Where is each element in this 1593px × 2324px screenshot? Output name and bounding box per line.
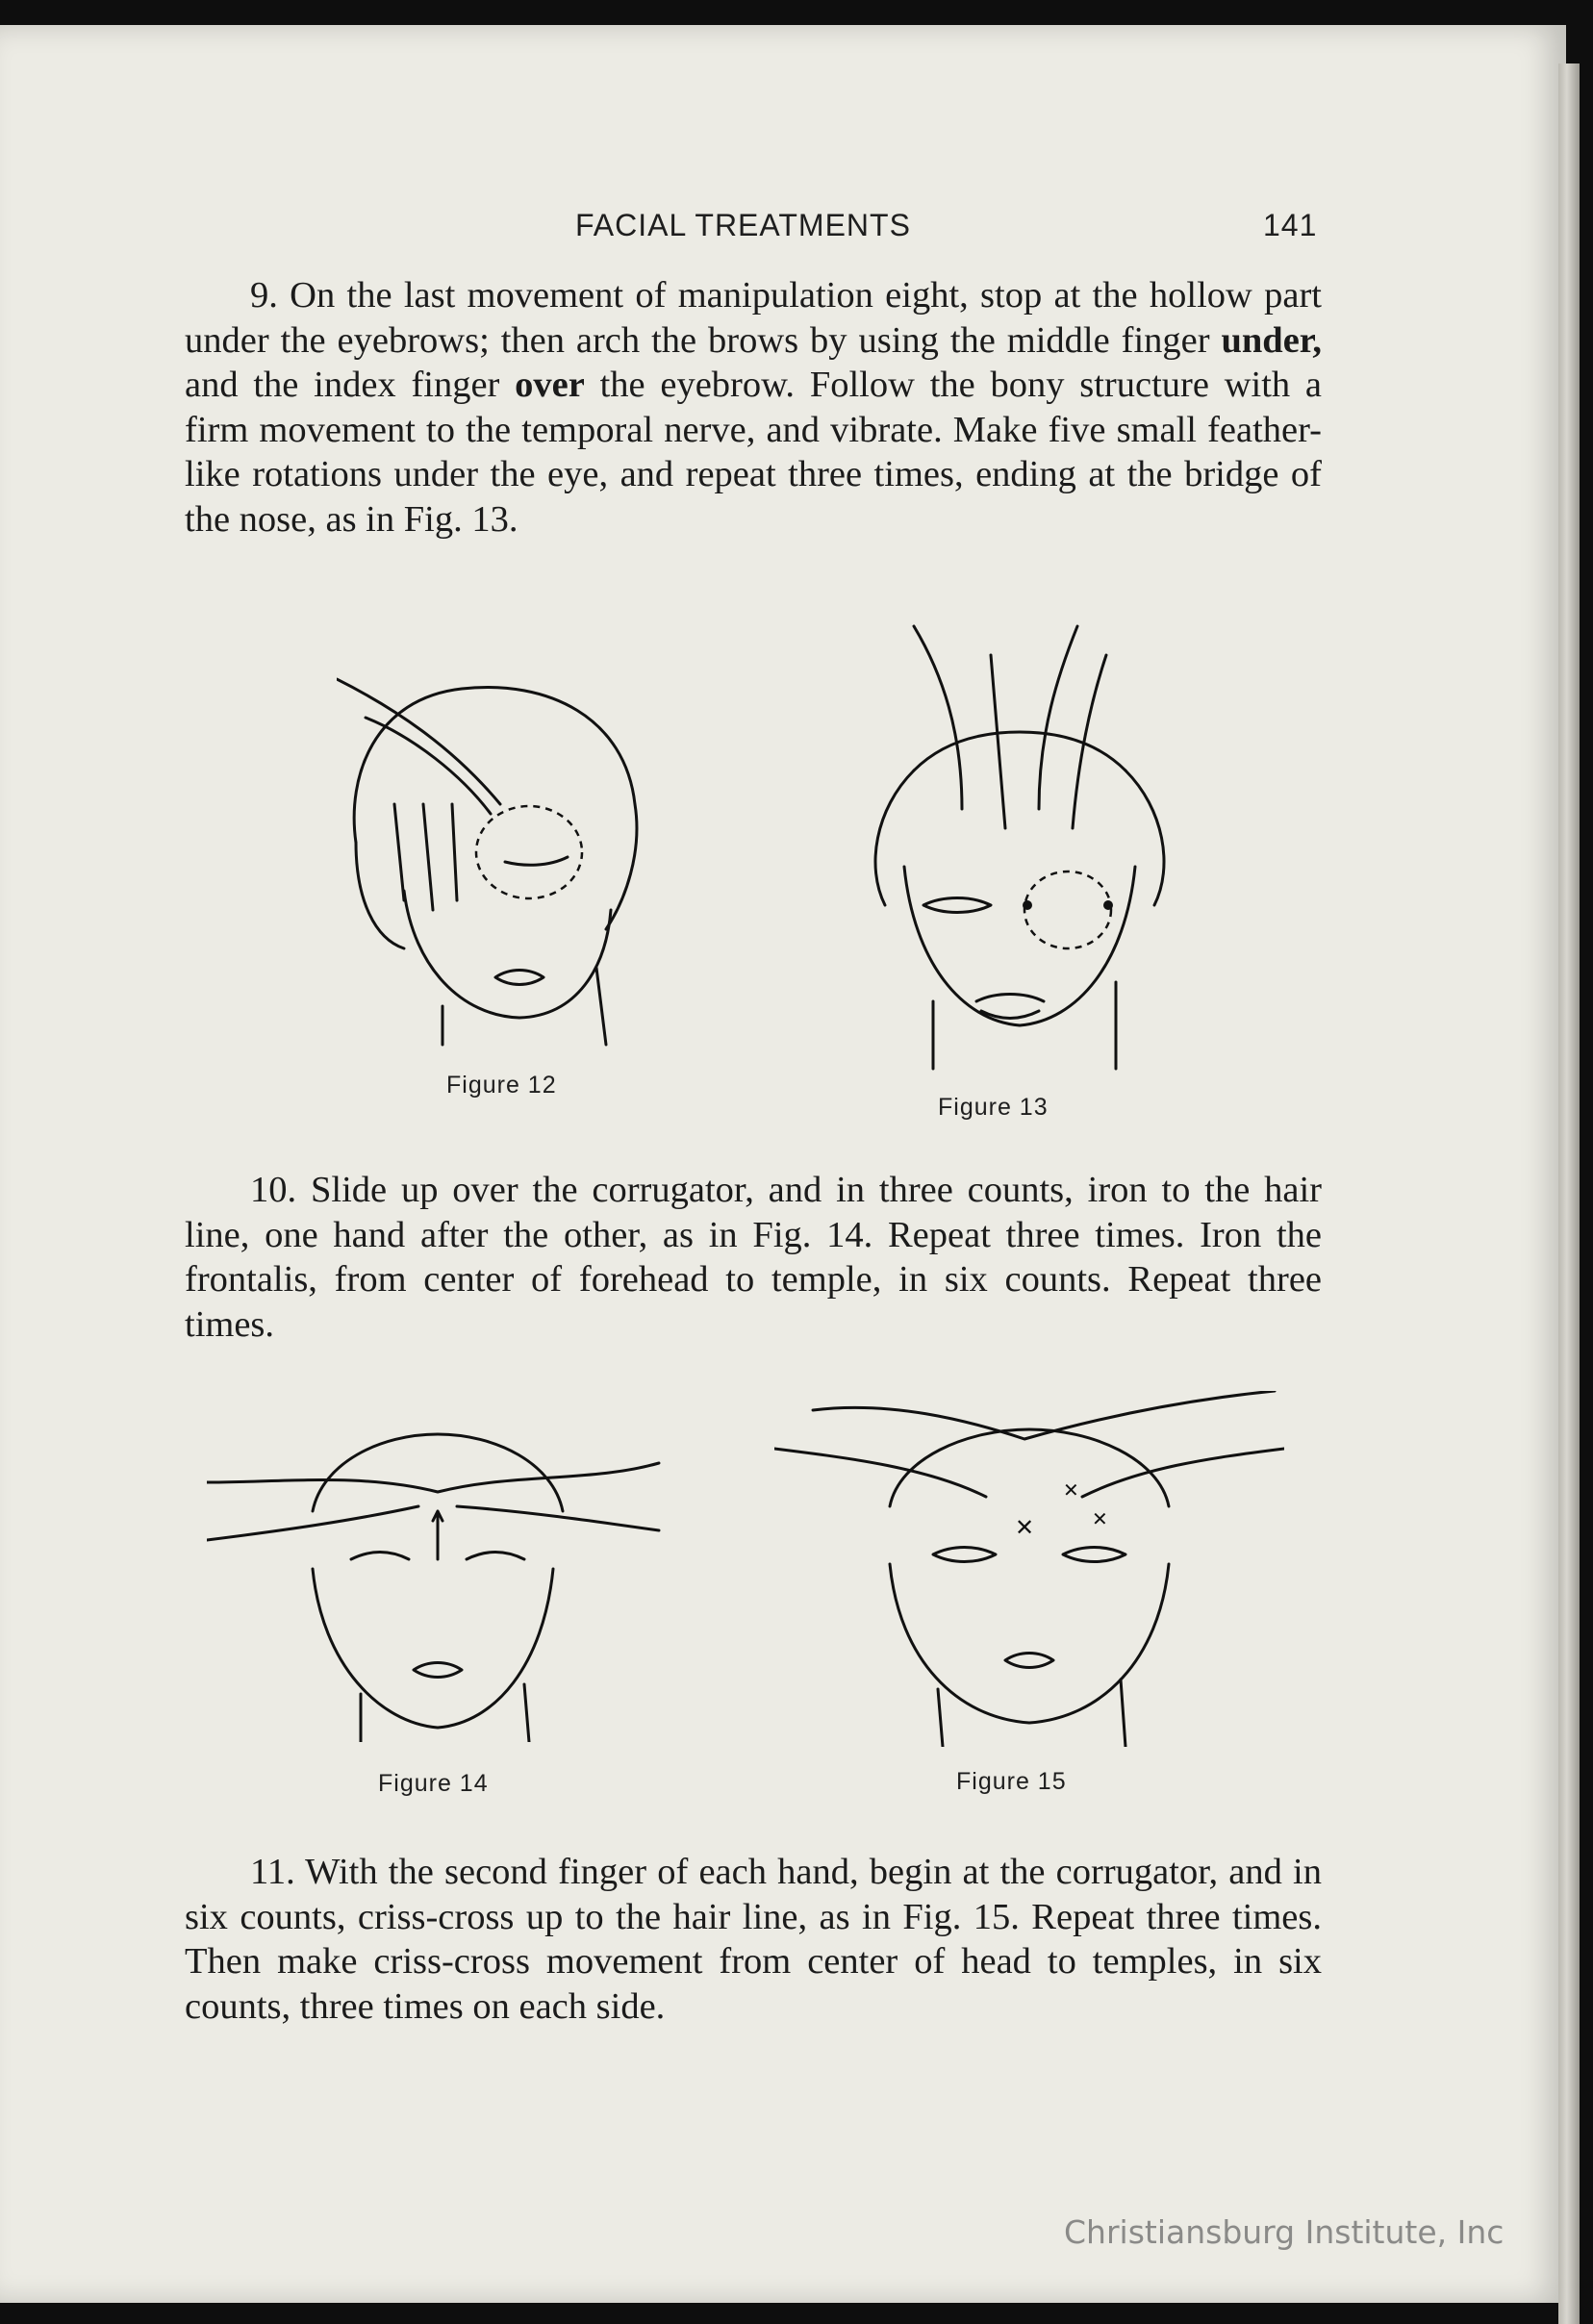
figure-12-illustration [337,660,683,1054]
svg-text:✕: ✕ [1063,1478,1079,1502]
figure-12-caption: Figure 12 [446,1072,557,1099]
page-header [0,208,1328,246]
paragraph-11: 11. With the second finger of each hand, begin at the corrugator, and in six counts, criss-cross up to the hair line, as in Fig. 15. Repeat three times. Then make criss-cross movement from center of head to temples, in six counts, three times on each side. [185,1852,1322,2027]
svg-text:✕: ✕ [1092,1507,1108,1530]
watermark: Christiansburg Institute, Inc [1064,2213,1504,2251]
figure-14-caption: Figure 14 [378,1770,489,1797]
figure-14-illustration [207,1415,669,1742]
running-title: FACIAL TREATMENTS [575,208,911,242]
p9-text-b: and the index finger [185,365,516,405]
figure-15-caption: Figure 15 [956,1768,1067,1795]
paragraph-10: 10. Slide up over the corrugator, and in three counts, iron to the hair line, one hand after the other, as in Fig. 14. Repeat three times. Iron the frontalis, from center of forehead to temple, in six counts. Repeat three times. [185,1170,1322,1345]
book-page [0,25,1566,2303]
figure-13-illustration [856,617,1183,1078]
figure-15-illustration [774,1391,1284,1747]
svg-text:✕: ✕ [1015,1514,1035,1541]
paragraph-9 [185,273,1322,542]
p9-text-c: the eyebrow. Follow the bony structure with a firm movement to the temporal nerve, and vibrate. Make five small feather-like rotations under the eye, and repeat three times, ending at the bridge of the nose, as in Fig. 13. [185,365,1322,540]
p9-bold-over: over [515,365,585,405]
page-edge [1558,63,1580,2324]
page-number: 141 [1263,208,1318,242]
p9-bold-under: under, [1221,319,1322,361]
figure-13-caption: Figure 13 [938,1094,1049,1121]
p9-text-a: 9. On the last movement of manipulation eight, stop at the hollow part under the eyebrows; then arch the brows by using the middle finger [185,275,1322,361]
